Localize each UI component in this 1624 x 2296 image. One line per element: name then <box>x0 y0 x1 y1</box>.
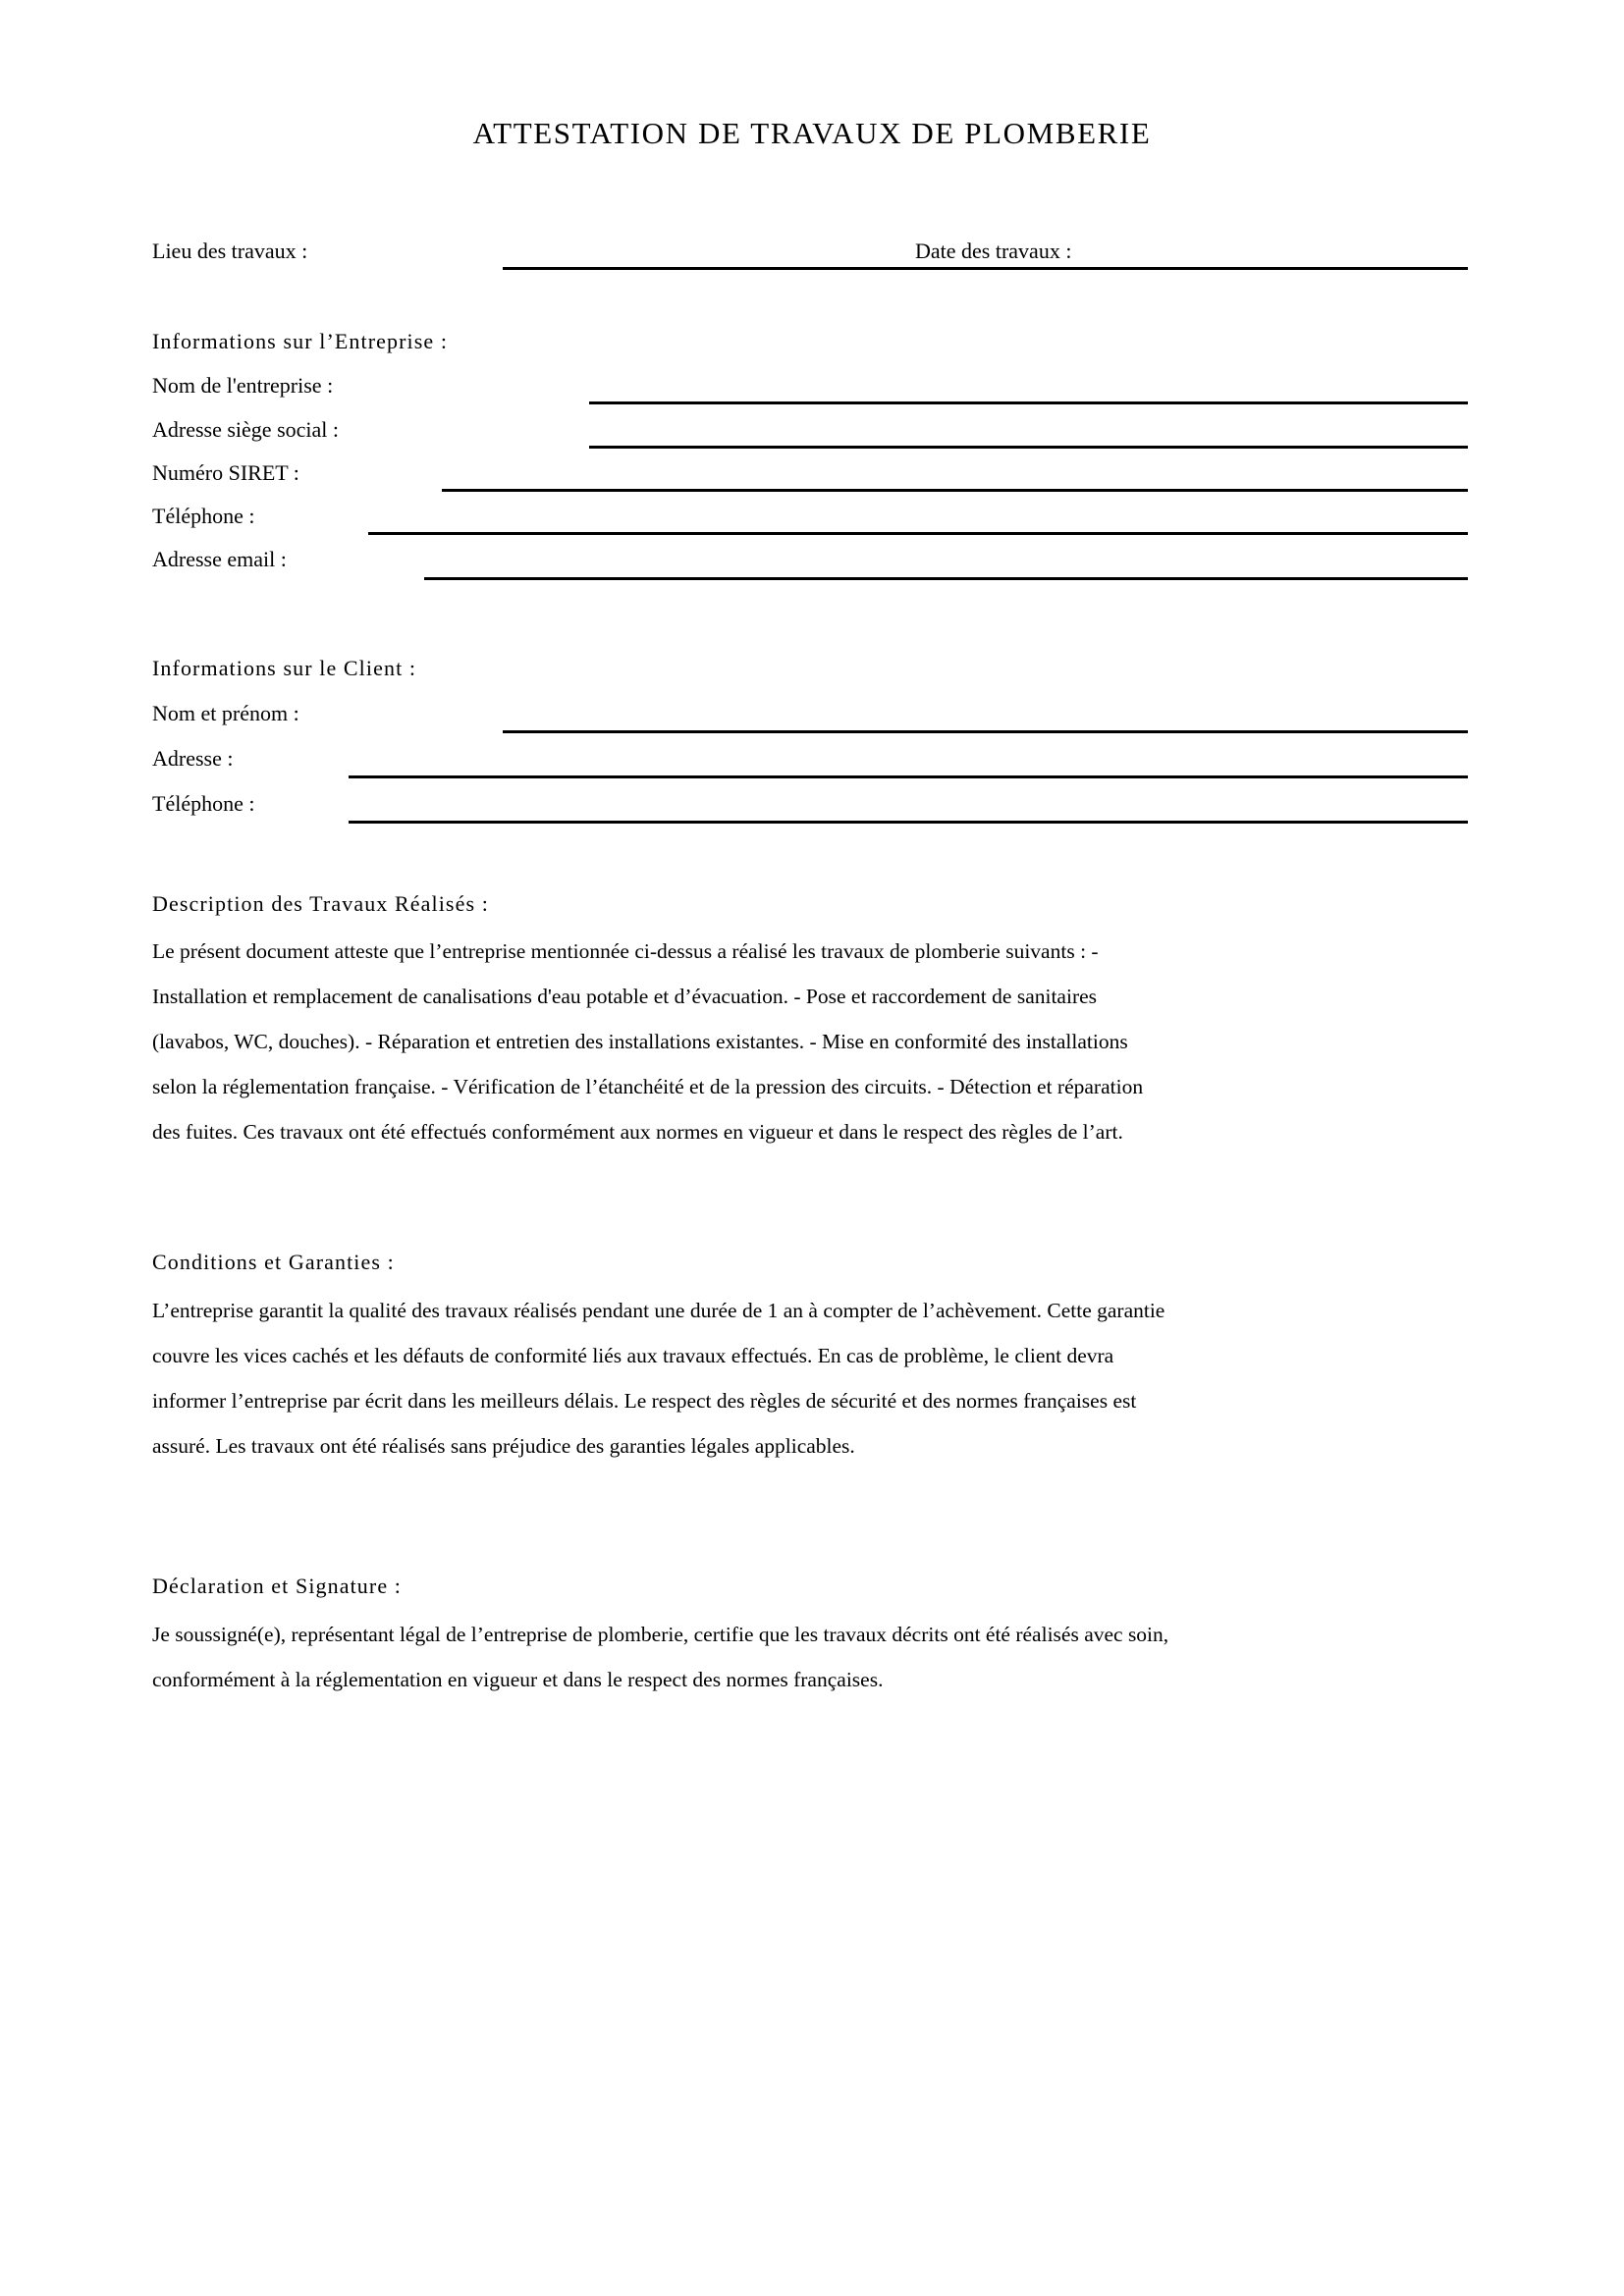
heading-declaration-signature: Déclaration et Signature : <box>152 1574 403 1598</box>
label-adresse-email: Adresse email : <box>152 547 287 571</box>
label-date-des-travaux: Date des travaux : <box>915 239 1072 263</box>
paragraph-description <box>152 929 1468 1154</box>
heading-informations-entreprise: Informations sur l’Entreprise : <box>152 329 449 353</box>
field-line-lieu-date[interactable] <box>503 267 1468 270</box>
page-title: ATTESTATION DE TRAVAUX DE PLOMBERIE <box>472 116 1152 150</box>
label-numero-siret: Numéro SIRET : <box>152 460 299 485</box>
conditions-line: assuré. Les travaux ont été réalisés sans préjudice des garanties légales applicables. <box>152 1434 855 1458</box>
field-line-adresse-client[interactable] <box>349 775 1468 778</box>
label-nom-et-prenom: Nom et prénom : <box>152 701 299 725</box>
label-telephone-entreprise: Téléphone : <box>152 504 255 528</box>
conditions-line: L’entreprise garantit la qualité des travaux réalisés pendant une durée de 1 an à compter de l’achèvement. Cette garantie <box>152 1299 1165 1322</box>
field-line-nom-entreprise[interactable] <box>589 401 1468 404</box>
heading-conditions-garanties: Conditions et Garanties : <box>152 1250 395 1274</box>
field-line-telephone-client[interactable] <box>349 821 1468 824</box>
conditions-line: couvre les vices cachés et les défauts de conformité liés aux travaux effectués. En cas de problème, le client devra <box>152 1344 1114 1367</box>
description-line: des fuites. Ces travaux ont été effectués conformément aux normes en vigueur et dans le respect des règles de l’art. <box>152 1120 1123 1144</box>
heading-description-travaux: Description des Travaux Réalisés : <box>152 891 489 916</box>
field-line-telephone-entreprise[interactable] <box>368 532 1468 535</box>
label-nom-entreprise: Nom de l'entreprise : <box>152 373 334 398</box>
description-line: selon la réglementation française. - Vérification de l’étanchéité et de la pression des circuits. - Détection et réparation <box>152 1075 1144 1098</box>
field-line-adresse-email[interactable] <box>424 577 1468 580</box>
conditions-line: informer l’entreprise par écrit dans les meilleurs délais. Le respect des règles de sécurité et des normes françaises est <box>152 1389 1137 1413</box>
field-line-adresse-siege-social[interactable] <box>589 446 1468 449</box>
description-line: (lavabos, WC, douches). - Réparation et entretien des installations existantes. - Mise en conformité des installations <box>152 1030 1128 1053</box>
label-telephone-client: Téléphone : <box>152 791 255 816</box>
paragraph-declaration <box>152 1612 1468 1702</box>
declaration-line: Je soussigné(e), représentant légal de l’entreprise de plomberie, certifie que les travaux décrits ont été réalisés avec soin, <box>152 1623 1169 1646</box>
field-line-nom-et-prenom[interactable] <box>503 730 1468 733</box>
label-adresse-client: Adresse : <box>152 746 234 771</box>
label-adresse-siege-social: Adresse siège social : <box>152 417 339 442</box>
description-line: Installation et remplacement de canalisations d'eau potable et d’évacuation. - Pose et raccordement de sanitaires <box>152 985 1098 1008</box>
declaration-line: conformément à la réglementation en vigueur et dans le respect des normes françaises. <box>152 1668 884 1691</box>
field-line-numero-siret[interactable] <box>442 489 1468 492</box>
description-line: Le présent document atteste que l’entreprise mentionnée ci-dessus a réalisé les travaux de plomberie suivants : - <box>152 939 1099 963</box>
label-lieu-des-travaux: Lieu des travaux : <box>152 239 308 263</box>
paragraph-conditions <box>152 1288 1468 1468</box>
heading-informations-client: Informations sur le Client : <box>152 656 417 680</box>
